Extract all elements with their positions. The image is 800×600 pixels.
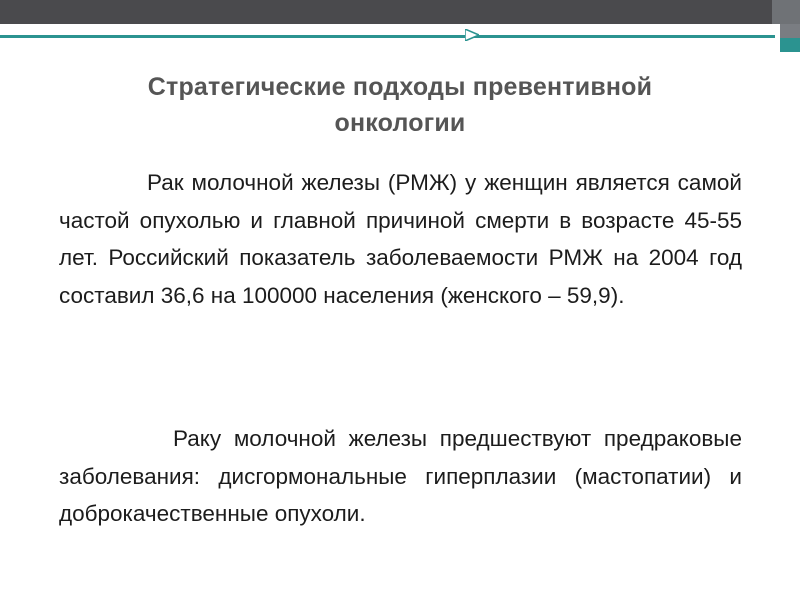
body-paragraph-1: [59, 164, 742, 314]
slide-title-line-1: Стратегические подходы превентивной: [147, 73, 653, 101]
slide-title: [60, 69, 740, 141]
side-tab-gray: [780, 24, 800, 38]
top-header-bar: [0, 0, 800, 24]
header-corner-block: [772, 0, 800, 24]
side-tab-teal: [780, 38, 800, 52]
accent-divider-line: [0, 35, 775, 38]
slide-title-line-2: онкологии: [334, 109, 466, 137]
paragraph-text: Раку молочной железы предшествуют предраковые заболевания: дисгормональные гиперплазии (мастопатии) и доброкачественные опухоли.: [59, 426, 742, 526]
paragraph-text: Рак молочной железы (РМЖ) у женщин является самой частой опухолью и главной причиной смерти в возрасте 45-55 лет. Российский показатель заболеваемости РМЖ на 2004 год составил 36,6 на 100000 населения (женского – 59,9).: [59, 170, 742, 308]
body-paragraph-2: [59, 420, 742, 533]
